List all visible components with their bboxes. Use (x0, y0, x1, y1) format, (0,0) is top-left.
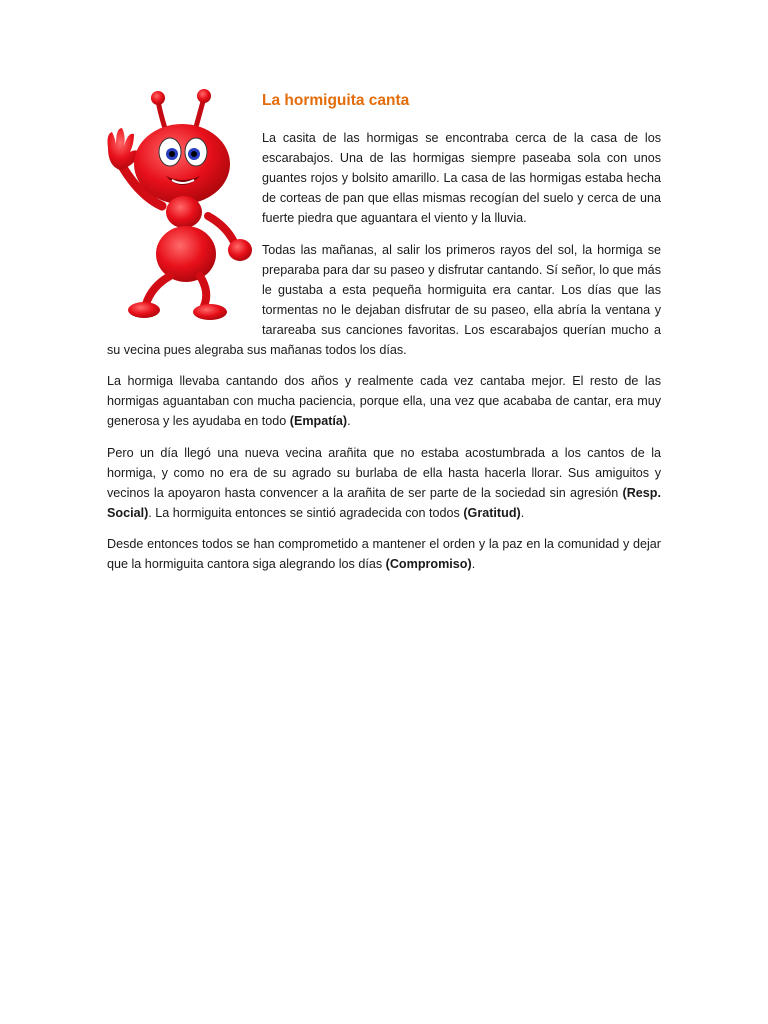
body-text (107, 128, 661, 586)
paragraph-4: Pero un día llegó una nueva vecina arañita que no estaba acostumbrada a los cantos de la hormiga, y como no era de su agrado su burlaba de ella hasta hacerla llorar. Sus amiguitos y vecinos la apoyaron hasta convencer a la arañita de ser parte de la sociedad sin agresión (Resp. Social). La hormiguita entonces se sintió agradecida con todos (Gratitud). (107, 445, 661, 520)
paragraph-5: Desde entonces todos se han comprometido a mantener el orden y la paz en la comunidad y dejar que la hormiguita cantora siga alegrando los días (Compromiso). (107, 537, 661, 571)
paragraph-1: La casita de las hormigas se encontraba cerca de la casa de los escarabajos. Una de las hormigas siempre paseaba sola con unos guantes rojos y bolsito amarillo. La casa de las hormigas estaba hecha de corteas de pan que ellas mismas recogían del suelo y cerca de una fuerte piedra que aguantara el viento y la lluvia. (262, 131, 661, 225)
document-title: La hormiguita canta (262, 92, 410, 109)
value-tag: (Gratitud) (463, 505, 521, 520)
value-tag: (Compromiso) (385, 557, 472, 571)
value-tag: (Resp. Social) (107, 485, 661, 520)
paragraph-2: Todas las mañanas, al salir los primeros rayos del sol, la hormiga se preparaba para dar su paseo y disfrutar cantando. Sí señor, lo que más le gustaba a esta pequeña hormiguita era cantar. Los días que las tormentas no le dejaban disfrutar de su paseo, ella abría la ventana y tarareaba sus canciones favoritas. Los escarabajos querían mucho a su vecina pues alegraba sus mañanas todos los días. (107, 242, 661, 357)
paragraph-3: La hormiga llevaba cantando dos años y realmente cada vez cantaba mejor. El resto de las hormigas aguantaban con mucha paciencia, porque ella, una vez que acababa de cantar, era muy generosa y les ayudaba en todo (Empatía). (107, 374, 661, 428)
value-tag: (Empatía) (289, 414, 348, 428)
